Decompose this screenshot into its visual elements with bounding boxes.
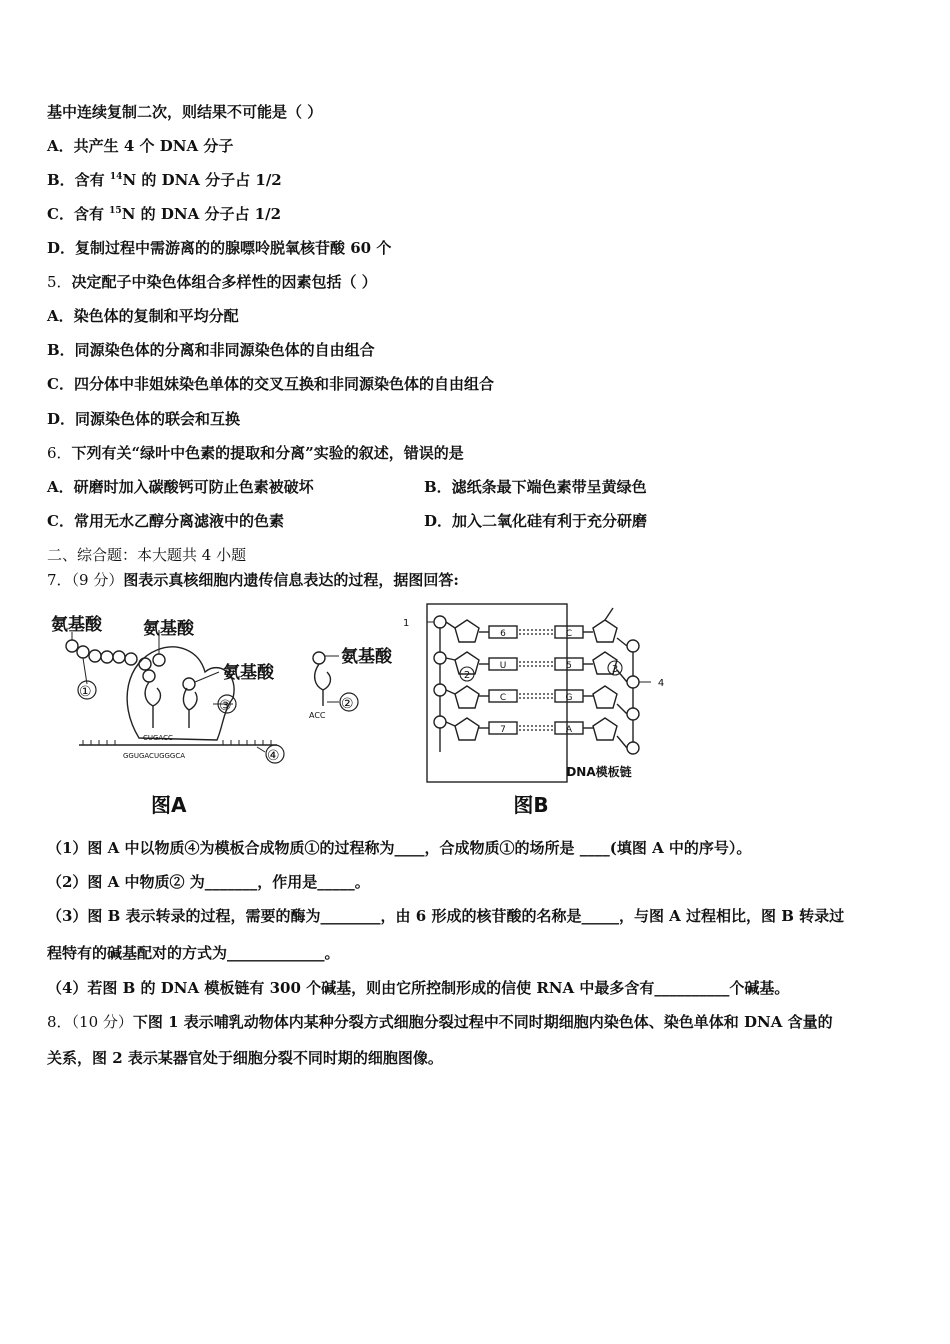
trna-right-amino-acid <box>183 678 195 690</box>
q4-option-b <box>47 170 282 190</box>
q7-part-4: （4）若图 B 的 DNA 模板链有 300 个碱基，则由它所控制形成的信使 RNA 中最多含有__________个碱基。 <box>47 979 790 997</box>
q6-options-row2 <box>47 511 927 531</box>
b-left-base: C <box>499 693 507 703</box>
q5-stem <box>47 272 377 292</box>
label-amino-acid-1: 氨基酸 <box>51 615 102 635</box>
mrna-seq: GGUGACUGGGCA <box>123 752 186 760</box>
b-left-base: 7 <box>500 725 506 735</box>
q6-number: 6． <box>47 444 72 462</box>
q5-option-d: D．同源染色体的联会和互换 <box>47 410 241 428</box>
peptide-bead <box>139 658 151 670</box>
dna-template-label: DNA模板链 <box>566 765 632 779</box>
q4-option-b-sup: 14 <box>109 172 123 182</box>
b-label-1: 1 <box>403 618 410 629</box>
q4-option-b-pre: B．含有 <box>47 171 110 189</box>
q6-options-row1 <box>47 477 927 497</box>
q4-option-c-post: N 的 DNA 分子占 1/2 <box>121 205 282 223</box>
peptide-bead <box>113 651 125 663</box>
q5-option-a: A．染色体的复制和平均分配 <box>47 307 239 325</box>
b-left-base: U <box>499 661 507 671</box>
q7-part-3-line1: （3）图 B 表示转录的过程，需要的酶为________，由 6 形成的核苷酸的名称是_____，与图 A 过程相比，图 B 转录过 <box>47 907 845 925</box>
q5-stem-text: 决定配子中染色体组合多样性的因素包括（ ） <box>71 273 377 291</box>
label-amino-acid-2: 氨基酸 <box>143 619 194 639</box>
ribosome-shape <box>127 647 234 740</box>
q7-part-2: （2）图 A 中物质② 为_______，作用是_____。 <box>47 873 370 891</box>
b-right-base: G <box>565 693 573 703</box>
q8-stem-line1 <box>47 1012 833 1032</box>
q4-option-c <box>47 204 281 224</box>
q6-option-d: D．加入二氧化硅有利于充分研磨 <box>424 512 648 530</box>
label-amino-acid-3: 氨基酸 <box>223 663 274 683</box>
q8-number: 8．（10 分） <box>47 1013 133 1031</box>
q4-option-c-sup: 15 <box>109 206 122 216</box>
free-trna-acc: ACC <box>309 711 326 720</box>
peptide-bead <box>101 651 113 663</box>
q8-stem-line2: 关系，图 2 表示某器官处于细胞分裂不同时期的细胞图像。 <box>47 1049 443 1067</box>
q6-stem <box>47 443 464 463</box>
free-trna <box>315 664 331 706</box>
q6-option-b: B．滤纸条最下端色素带呈黄绿色 <box>424 478 647 496</box>
label-1: ① <box>79 684 92 700</box>
q5-option-b: B．同源染色体的分离和非同源染色体的自由组合 <box>47 341 375 359</box>
q7-number: 7．（9 分） <box>47 571 124 589</box>
q4-option-b-post: N 的 DNA 分子占 1/2 <box>122 171 282 189</box>
q4-option-a: A．共产生 4 个 DNA 分子 <box>47 137 234 155</box>
q4-stem-tail: 基中连续复制二次，则结果不可能是（ ） <box>47 103 323 121</box>
q6-option-a: A．研磨时加入碳酸钙可防止色素被破坏 <box>47 478 314 496</box>
caption-a: 图A <box>151 793 187 817</box>
q8-stem-text: 下图 1 表示哺乳动物体内某种分裂方式细胞分裂过程中不同时期细胞内染色体、染色单体和 DNA 含量的 <box>132 1013 833 1031</box>
section-2-heading: 二、综合题：本大题共 4 小题 <box>47 546 247 564</box>
trna-left <box>145 682 160 728</box>
q4-option-c-pre: C．含有 <box>47 205 110 223</box>
b-right-base: 5 <box>566 661 572 671</box>
q7-figure <box>47 602 687 827</box>
q7-stem <box>47 570 459 590</box>
free-trna-amino-acid <box>313 652 325 664</box>
b-right-base: C <box>565 629 573 639</box>
q6-option-c: C．常用无水乙醇分离滤液中的色素 <box>47 512 284 530</box>
b-label-3: 3 <box>611 664 619 675</box>
label-3: ③ <box>219 698 232 714</box>
q4-option-d: D．复制过程中需游离的的腺嘌呤脱氧核苷酸 60 个 <box>47 239 392 257</box>
b-label-4: 4 <box>657 678 665 689</box>
peptide-bead <box>66 640 78 652</box>
trna-right <box>183 688 197 728</box>
q7-part-3-line2: 程特有的碱基配对的方式为_____________。 <box>47 944 340 962</box>
peptide-bead <box>125 653 137 665</box>
trna-left-amino-acid <box>143 670 155 682</box>
q7-figure-svg <box>47 602 687 827</box>
q5-number: 5． <box>47 273 72 291</box>
peptide-bead <box>153 654 165 666</box>
peptide-bead <box>89 650 101 662</box>
q7-stem-text: 图表示真核细胞内遗传信息表达的过程，据图回答: <box>123 571 459 589</box>
anticodon-seq: CUGACC <box>143 734 173 742</box>
b-label-2: 2 <box>463 670 471 681</box>
b-right-base: A <box>565 725 573 735</box>
q7-part-1: （1）图 A 中以物质④为模板合成物质①的过程称为____，合成物质①的场所是 ____(填图 A 中的序号）。 <box>47 839 752 857</box>
q6-stem-text: 下列有关“绿叶中色素的提取和分离”实验的叙述，错误的是 <box>71 444 464 462</box>
peptide-bead <box>77 646 89 658</box>
label-amino-acid-4: 氨基酸 <box>341 647 392 667</box>
label-4: ④ <box>267 748 280 764</box>
b-left-base: 6 <box>500 629 506 639</box>
caption-b: 图B <box>513 793 549 817</box>
q5-option-c: C．四分体中非姐妹染色单体的交叉互换和非同源染色体的自由组合 <box>47 375 494 393</box>
label-2: ② <box>341 696 354 712</box>
figure-b-frame <box>427 604 567 782</box>
